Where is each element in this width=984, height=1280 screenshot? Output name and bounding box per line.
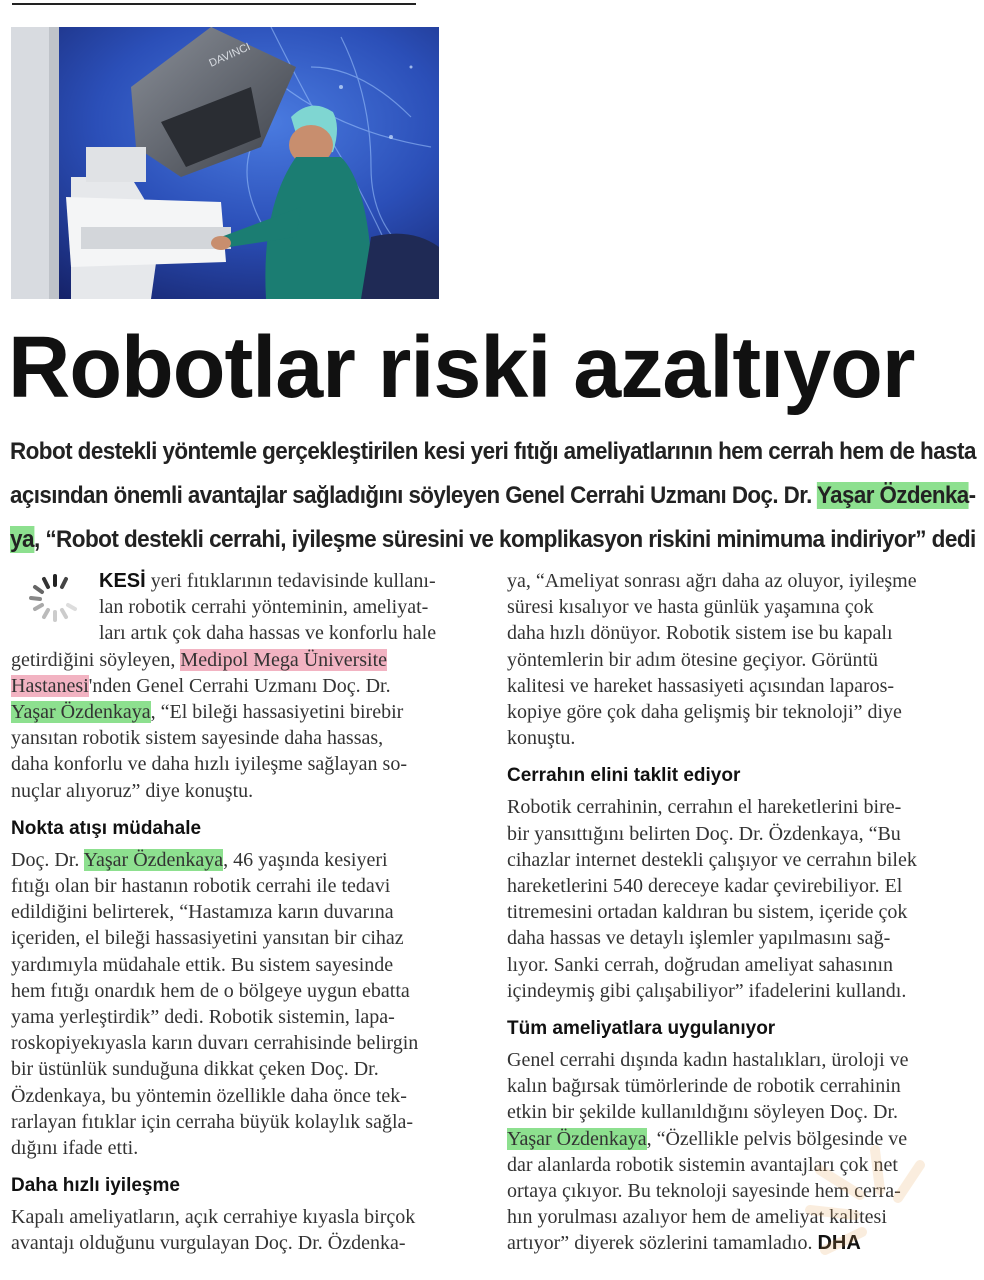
top-rule bbox=[12, 3, 416, 5]
paragraph bbox=[11, 1204, 477, 1256]
lead-line bbox=[10, 518, 976, 562]
text-line: edildiğini belirterek, “Hastamıza karın duvarına bbox=[11, 901, 394, 924]
article-photo bbox=[11, 27, 439, 299]
svg-text:DAVINCI: DAVINCI bbox=[207, 40, 253, 70]
text-line: titremesini ortadan kaldıran bu sistem, içeride çok bbox=[507, 901, 908, 924]
text-line: kalitesi ve hareket hassasiyeti açısından laparos- bbox=[507, 674, 895, 697]
text-line: yama yerleştirdik” dedi. Robotik sistemin, lapa- bbox=[11, 1006, 395, 1029]
text: , “El bileği hassasiyetini birebir bbox=[150, 701, 404, 724]
text-line: hem fıtığı onardık hem de o bölgeye uygun ebatta bbox=[11, 979, 410, 1002]
text-line: ları artık çok daha hassas ve konforlu hale bbox=[99, 622, 437, 645]
text: Doç. Dr. bbox=[11, 848, 84, 871]
text-line: içeriden, el bileği hassasiyetini yansıtan bir cihaz bbox=[11, 927, 404, 950]
text-line bbox=[11, 847, 477, 873]
text-line: dığını ifade etti. bbox=[11, 1137, 139, 1160]
paragraph bbox=[11, 847, 477, 1161]
text: yeri fıtıklarının tedavisinde kullanı- bbox=[150, 570, 436, 592]
text-line: Genel cerrahi dışında kadın hastalıkları, üroloji ve bbox=[507, 1049, 909, 1072]
robotic-surgery-photo bbox=[11, 27, 439, 299]
text-line: Özdenkaya, bu yöntemin özellikle daha önce tek- bbox=[11, 1084, 407, 1107]
text-line: daha hassas ve detaylı işlemler yapılmasını sağ- bbox=[507, 927, 891, 950]
subheading: Tüm ameliyatlara uygulanıyor bbox=[507, 1018, 776, 1040]
news-agency-credit: DHA bbox=[817, 1232, 861, 1255]
lead-line bbox=[10, 474, 976, 518]
text-line: içindeymiş gibi çalışabiliyor” ifadelerini kullandı. bbox=[507, 979, 907, 1002]
name-highlight: Yaşar Özdenka bbox=[817, 482, 969, 509]
text: , 46 yaşında kesiyeri bbox=[223, 848, 388, 871]
lead-paragraph bbox=[10, 430, 976, 562]
text-line bbox=[11, 647, 477, 673]
text: artıyor” diyerek sözlerini tamamladıo. bbox=[507, 1232, 818, 1255]
text-line: dar alanlarda robotik sistemin avantajları çok net bbox=[507, 1153, 898, 1176]
name-highlight: Yaşar Özdenkaya bbox=[11, 701, 151, 724]
hyphen: - bbox=[968, 482, 976, 509]
text-line: lıyor. Sanki cerrah, doğrudan ameliyat sahasının bbox=[507, 953, 894, 976]
text-line bbox=[11, 673, 477, 699]
paragraph bbox=[11, 568, 477, 804]
text-line: avantajı olduğunu vurgulayan Doç. Dr. Özdenka- bbox=[11, 1232, 406, 1255]
text-line: daha konforlu ve daha hızlı iyileşme sağlayan so- bbox=[11, 753, 407, 776]
subheading: Nokta atışı müdahale bbox=[11, 817, 202, 839]
lead-text: , “Robot destekli cerrahi, iyileşme süresini ve komplikasyon riskini minimuma indiriyor” dedi bbox=[33, 526, 976, 553]
spinner-icon bbox=[27, 572, 83, 622]
text-line: cihazlar internet destekli çalışıyor ve cerrahın bilek bbox=[507, 848, 917, 871]
lead-line: Robot destekli yöntemle gerçekleştirilen kesi yeri fıtığı ameliyatlarının hem cerrah hem de hasta bbox=[10, 438, 976, 465]
text-line: konuştu. bbox=[507, 727, 576, 750]
text-line: rarlayan fıtıklar için cerraha büyük kolaylık sağla- bbox=[11, 1110, 414, 1133]
lead-in-word: KESİ bbox=[99, 570, 146, 592]
text-line: etkin bir şekilde kullanıldığını söyleyen Doç. Dr. bbox=[507, 1101, 899, 1124]
text-line: Robotik cerrahinin, cerrahın el hareketlerini bire- bbox=[507, 796, 902, 819]
name-highlight: Yaşar Özdenkaya bbox=[83, 848, 224, 871]
text-line: Kapalı ameliyatların, açık cerrahiye kıyasla birçok bbox=[11, 1206, 416, 1229]
text-line bbox=[11, 699, 477, 725]
watermark-logo bbox=[800, 1140, 950, 1280]
text-line: ortaya çıkıyor. Bu teknoloji sayesinde hem cerra- bbox=[507, 1180, 901, 1203]
hospital-highlight: Medipol Mega Üniversite bbox=[180, 648, 388, 671]
lead-text: açısından önemli avantajlar sağladığını söyleyen Genel Cerrahi Uzmanı Doç. Dr. bbox=[10, 482, 818, 509]
column-left bbox=[11, 568, 477, 1257]
text-line: lan robotik cerrahi yönteminin, ameliyat- bbox=[99, 596, 429, 619]
text-line: kalın bağırsak tümörlerinde de robotik cerrahinin bbox=[507, 1075, 901, 1098]
text-line: yöntemlerin bir adım ötesine geçiyor. Görüntü bbox=[507, 648, 879, 671]
text-line: kopiye göre çok daha gelişmiş bir teknoloji” diye bbox=[507, 701, 902, 724]
headline: Robotlar riski azaltıyor bbox=[8, 319, 915, 416]
text-line: ya, “Ameliyat sonrası ağrı daha az oluyor, iyileşme bbox=[507, 570, 917, 592]
text-line: roskopiyekıyasla karın duvarı cerrahisinde belirgin bbox=[11, 1032, 419, 1055]
text-line: hareketlerini 540 dereceye kadar çevirebiliyor. El bbox=[507, 875, 903, 898]
text-line: hın yorulması azalıyor hem de ameliyat kalitesi bbox=[507, 1206, 887, 1229]
text: getirdiğini söyleyen, bbox=[11, 648, 181, 671]
text-line: süresi kısalıyor ve hasta günlük yaşamına çok bbox=[507, 596, 874, 619]
text-line: daha hızlı dönüyor. Robotik sistem ise bu kapalı bbox=[507, 622, 893, 645]
text-line: bir yansıttığını belirten Doç. Dr. Özdenkaya, “Bu bbox=[507, 822, 901, 845]
subheading: Daha hızlı iyileşme bbox=[11, 1175, 180, 1197]
name-highlight: ya bbox=[10, 526, 34, 553]
text-line: yansıtan robotik sistem sayesinde daha hassas, bbox=[11, 727, 384, 750]
text-line: nuçlar alıyoruz” diye konuştu. bbox=[11, 779, 254, 802]
text: 'nden Genel Cerrahi Uzmanı Doç. Dr. bbox=[88, 674, 391, 697]
name-highlight: Yaşar Özdenkaya bbox=[507, 1127, 647, 1150]
text-line: fıtığı olan bir hastanın robotik cerrahi ile tedavi bbox=[11, 875, 391, 898]
paragraph bbox=[507, 794, 973, 1004]
hospital-highlight: Hastanesi bbox=[11, 674, 89, 697]
text: , “Özellikle pelvis bölgesinde ve bbox=[646, 1127, 908, 1150]
subheading: Cerrahın elini taklit ediyor bbox=[507, 765, 741, 787]
paragraph bbox=[507, 568, 973, 751]
text-line: yardımıyla müdahale ettik. Bu sistem sayesinde bbox=[11, 953, 394, 976]
text-line: bir üstünlük sunduğuna dikkat çeken Doç. Dr. bbox=[11, 1058, 379, 1081]
